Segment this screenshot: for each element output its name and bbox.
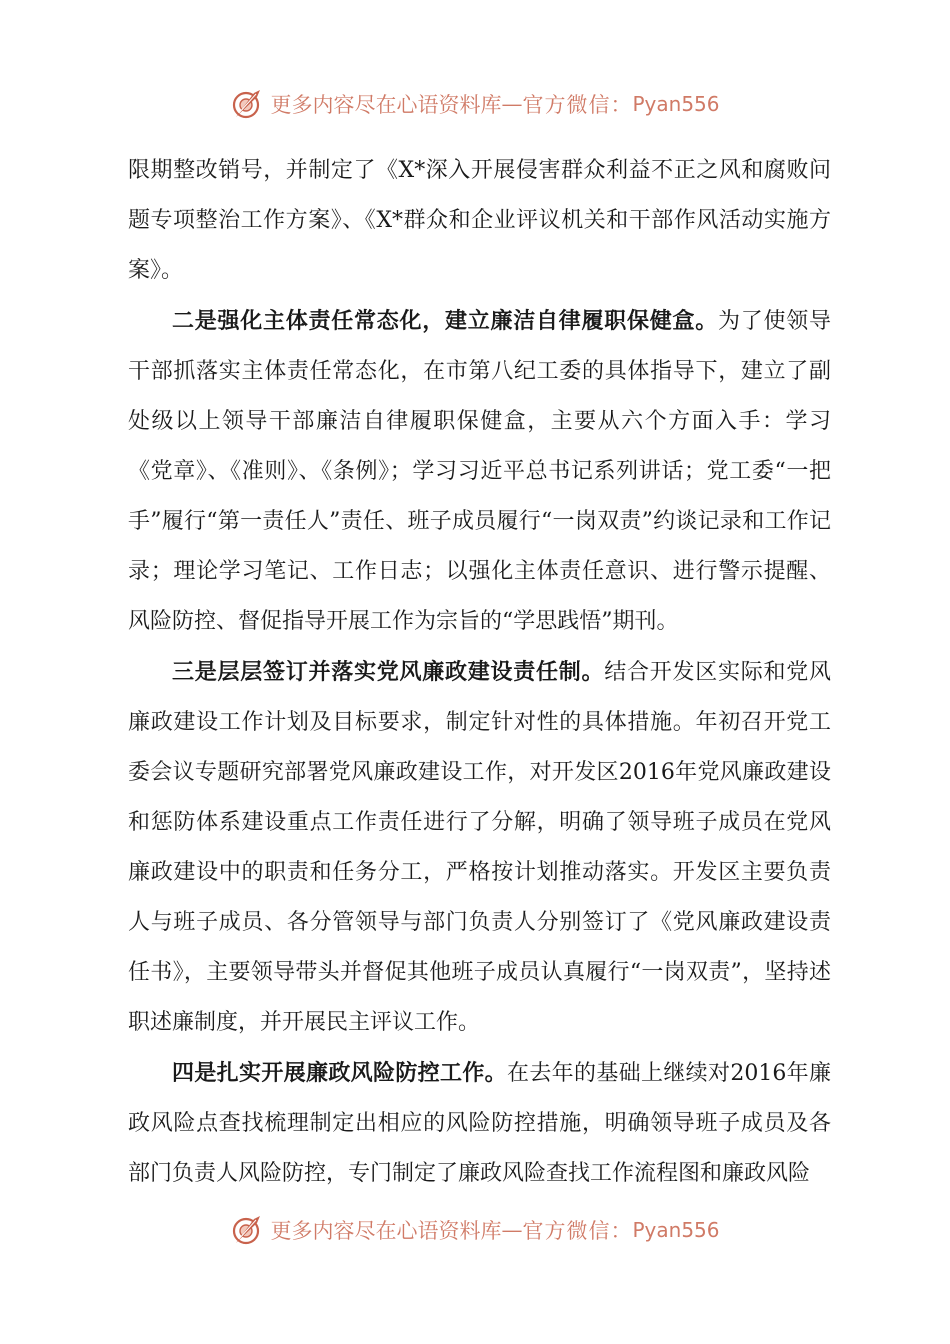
header-watermark bbox=[0, 84, 950, 124]
footer-watermark bbox=[0, 1210, 950, 1250]
paragraph-2-heading: 二是强化主体责任常态化，建立廉洁自律履职保健盒。 bbox=[172, 308, 718, 334]
paragraph-3 bbox=[128, 647, 831, 1048]
watermark-wechat-id: Pyan556 bbox=[632, 1218, 720, 1242]
watermark-brand: 更多内容尽在心语资料库 bbox=[270, 1219, 502, 1243]
watermark-separator: — bbox=[501, 92, 523, 116]
document-body bbox=[128, 146, 831, 1199]
watermark-wechat-label: 官方微信： bbox=[522, 1219, 633, 1243]
paragraph-4-text: 在去年的基础上继续对2016年廉政风险点查找梳理制定出相应的风险防控措施，明确领导班子成员及各部门负责人风险防控，专门制定了廉政风险查找工作流程图和廉政风险 bbox=[128, 1061, 831, 1186]
paragraph-4-heading: 四是扎实开展廉政风险防控工作。 bbox=[172, 1060, 507, 1086]
watermark-brand: 更多内容尽在心语资料库 bbox=[270, 93, 502, 117]
paragraph-1 bbox=[128, 146, 831, 296]
paragraph-3-heading: 三是层层签订并落实党风廉政建设责任制。 bbox=[172, 659, 605, 685]
watermark-wechat-label: 官方微信： bbox=[522, 93, 633, 117]
paragraph-4 bbox=[128, 1048, 831, 1199]
paragraph-2-text: 为了使领导干部抓落实主体责任常态化，在市第八纪工委的具体指导下，建立了副处级以上领导干部廉洁自律履职保健盒，主要从六个方面入手：学习《党章》、《准则》、《条例》；学习习近平总书记系列讲话；党工委“一把手”履行“第一责任人”责任、班子成员履行“一岗双责”约谈记录和工作记录；理论学习笔记、工作日志；以强化主体责任意识、进行警示提醒、风险防控、督促指导开展工作为宗旨的“学思践悟”期刊。 bbox=[128, 309, 831, 634]
quill-logo-icon bbox=[230, 1213, 264, 1247]
watermark-separator: — bbox=[501, 1218, 523, 1242]
quill-logo-icon bbox=[230, 87, 264, 121]
paragraph-2 bbox=[128, 296, 831, 647]
watermark-wechat-id: Pyan556 bbox=[632, 92, 720, 116]
paragraph-1-text: 限期整改销号，并制定了《X*深入开展侵害群众利益不正之风和腐败问题专项整治工作方案》、《X*群众和企业评议机关和干部作风活动实施方案》。 bbox=[128, 158, 831, 283]
paragraph-3-text: 结合开发区实际和党风廉政建设工作计划及目标要求，制定针对性的具体措施。年初召开党工委会议专题研究部署党风廉政建设工作，对开发区2016年党风廉政建设和惩防体系建设重点工作责任进行了分解，明确了领导班子成员在党风廉政建设中的职责和任务分工，严格按计划推动落实。开发区主要负责人与班子成员、各分管领导与部门负责人分别签订了《党风廉政建设责任书》，主要领导带头并督促其他班子成员认真履行“一岗双责”，坚持述职述廉制度，并开展民主评议工作。 bbox=[128, 660, 831, 1035]
